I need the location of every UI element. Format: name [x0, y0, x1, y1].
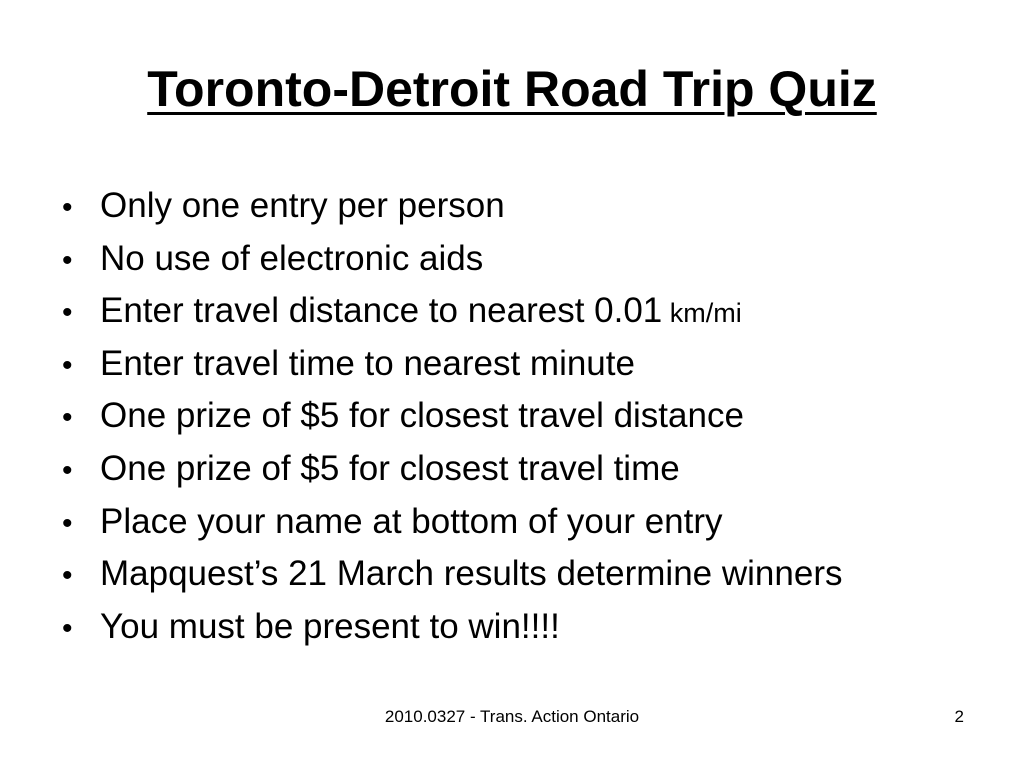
bullet-icon: • [62, 348, 73, 382]
distance-units [662, 287, 742, 339]
bullet-text: Only one entry per person [100, 186, 505, 225]
page-number: 2 [954, 707, 964, 726]
list-item [62, 496, 1002, 549]
bullet-text: Mapquest’s 21 March results determine winners [100, 554, 843, 594]
bullet-text: One prize of $5 for closest travel distance [100, 396, 744, 436]
list-item [62, 390, 1002, 443]
bullet-text: Enter travel time to nearest minute [100, 343, 635, 383]
bullet-text: You must be present to win!!!! [100, 606, 560, 646]
list-item [62, 548, 1002, 601]
bullet-icon: • [62, 191, 73, 224]
slide-title: Toronto-Detroit Road Trip Quiz [147, 61, 877, 117]
bullet-text: Enter travel distance to nearest 0.01 [100, 291, 663, 331]
list-item [62, 180, 1002, 233]
bullet-icon: • [62, 611, 73, 645]
bullet-icon: • [62, 506, 73, 540]
list-item [62, 443, 1002, 496]
bullet-icon: • [62, 243, 73, 277]
bullet-icon: • [62, 559, 73, 593]
bullet-text: Place your name at bottom of your entry [100, 501, 723, 541]
list-item [62, 285, 1002, 338]
bullet-list [62, 180, 1002, 653]
bullet-icon: • [62, 453, 73, 487]
slide-footer: 2010.0327 - Trans. Action Ontario [384, 707, 640, 726]
list-item [62, 338, 1002, 391]
bullet-text: No use of electronic aids [100, 238, 484, 278]
bullet-icon: • [62, 296, 73, 330]
bullet-icon: • [62, 401, 73, 435]
distance-units-text: km/mi [669, 298, 742, 329]
list-item [62, 233, 1002, 286]
list-item [62, 601, 1002, 654]
bullet-text: One prize of $5 for closest travel time [100, 448, 680, 488]
